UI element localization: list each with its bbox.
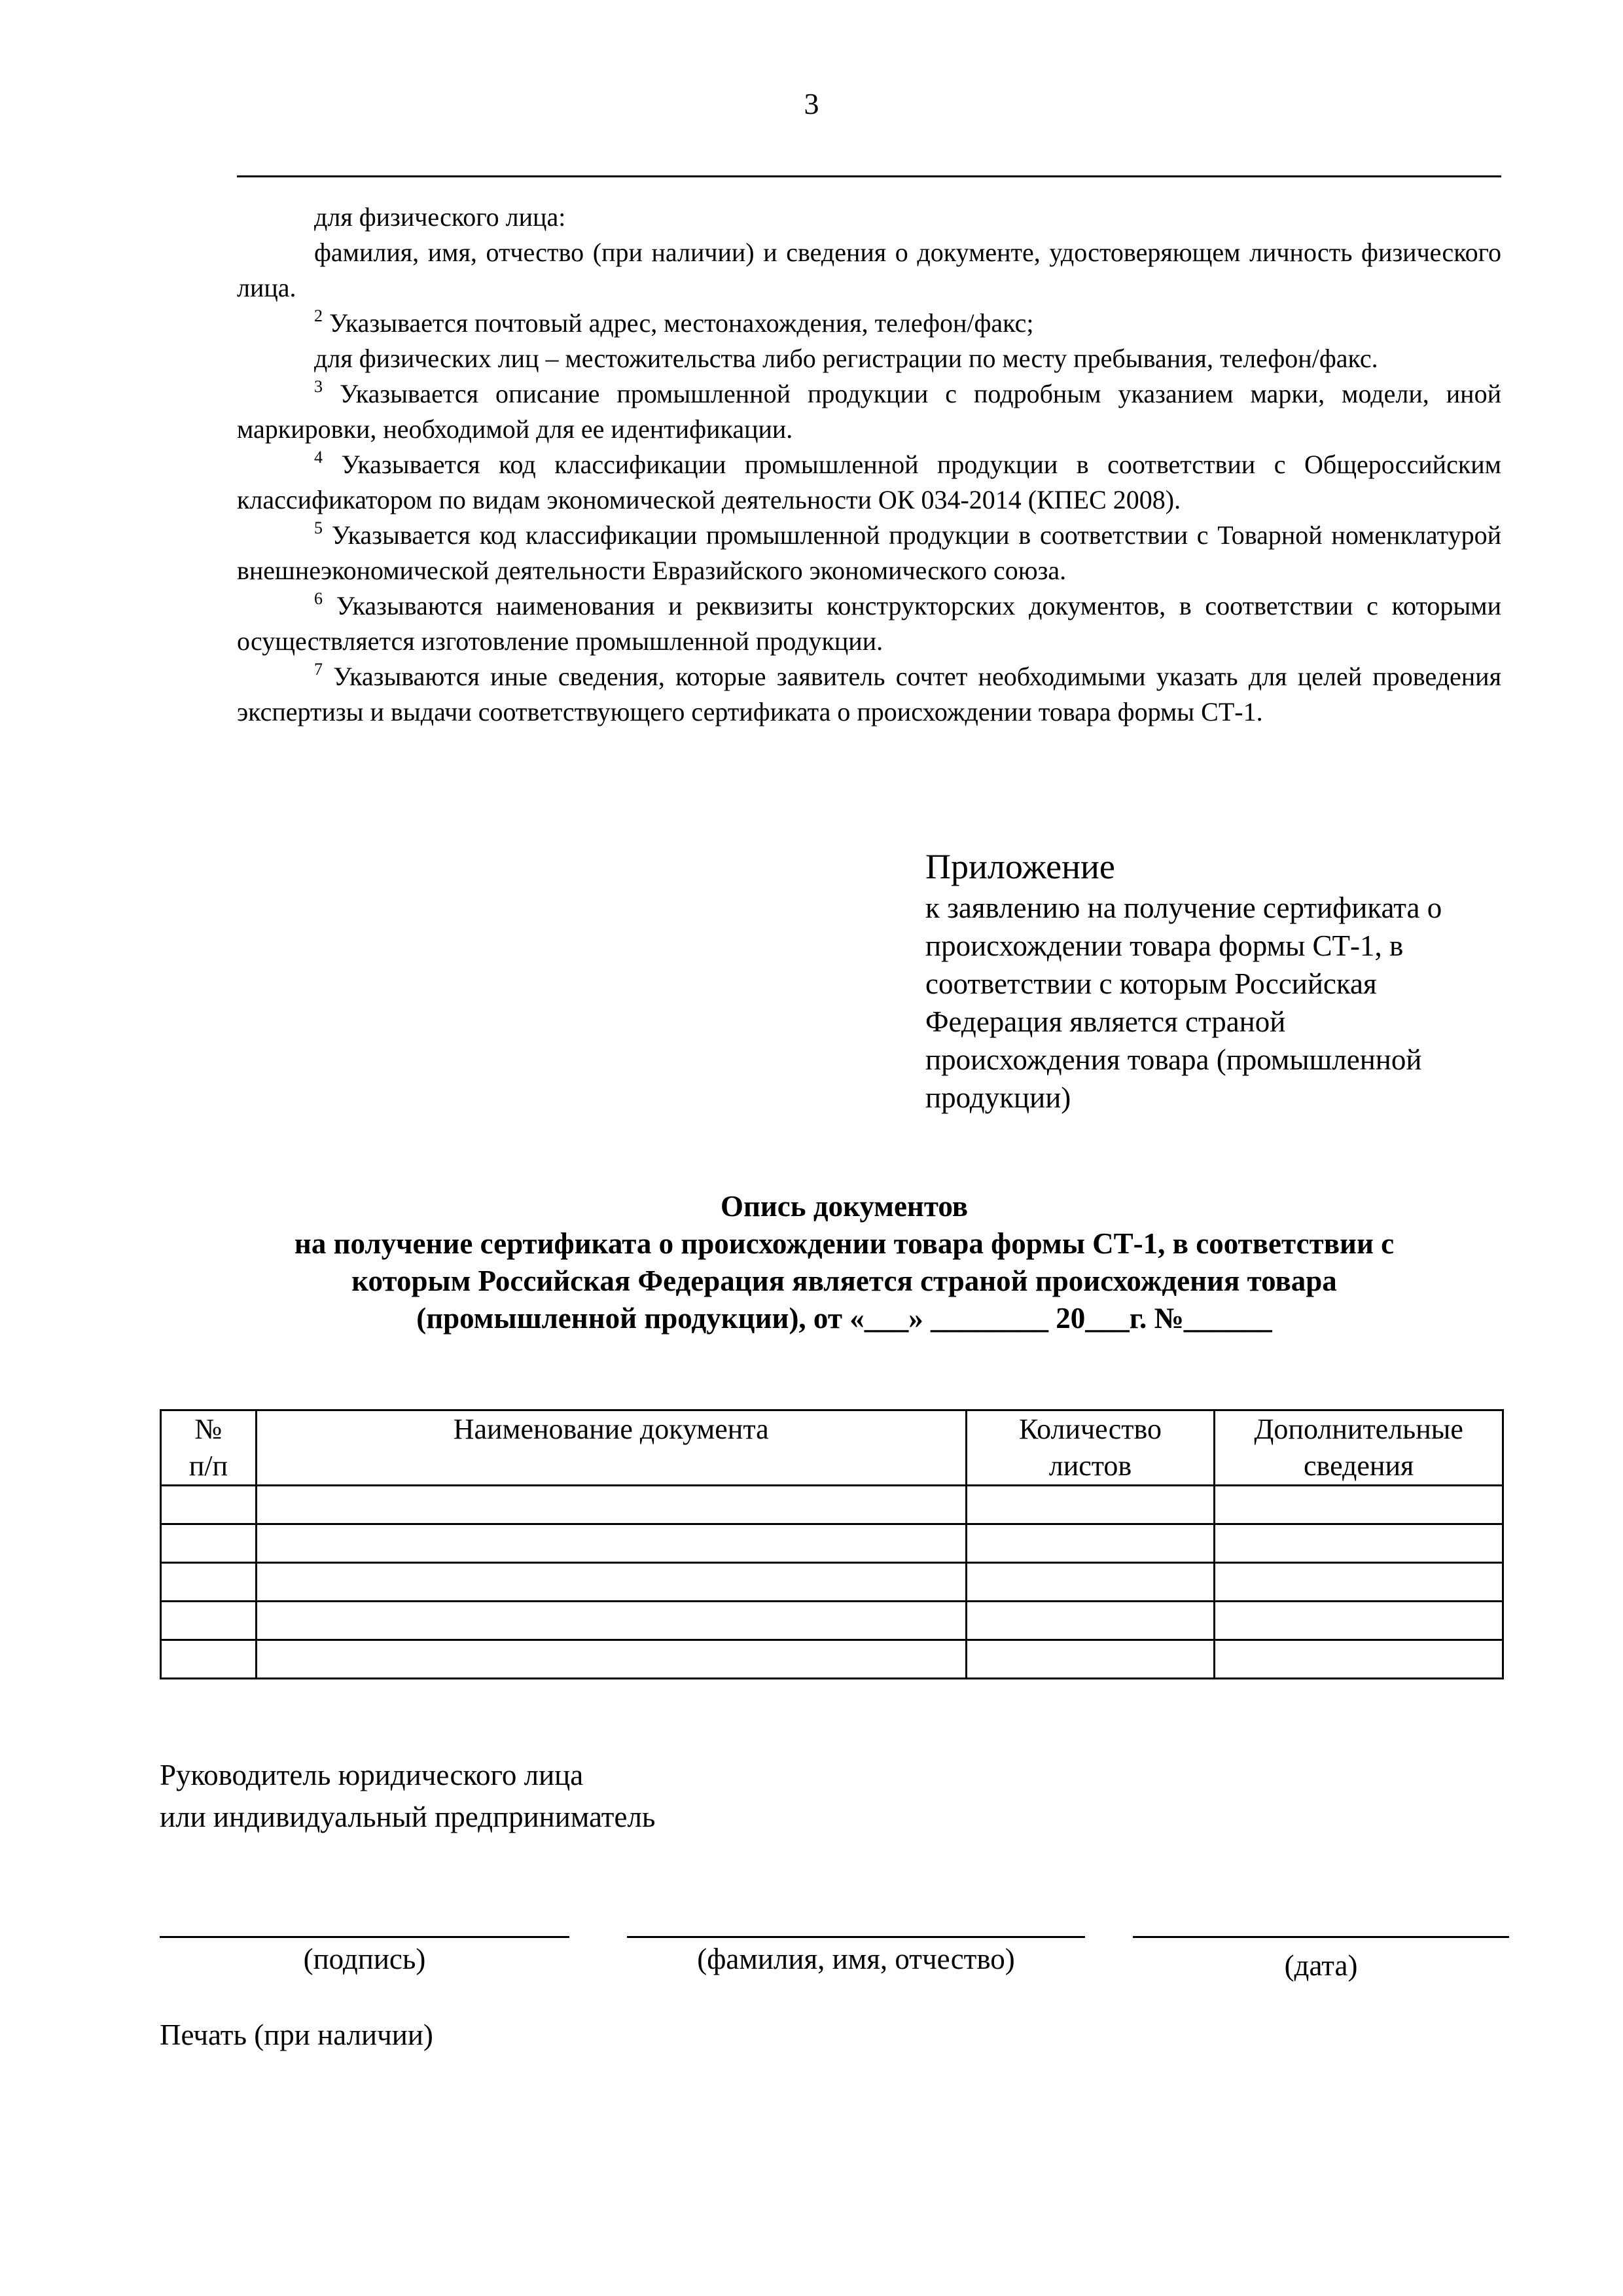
footnote bbox=[237, 306, 1501, 341]
footnote-body: фамилия, имя, отчество (при наличии) и сведения о документе, удостоверяющем личность физического лица. bbox=[237, 238, 1501, 302]
table-header-row bbox=[161, 1410, 1503, 1486]
header-sheet-count: Количество листов bbox=[966, 1410, 1215, 1486]
table-row bbox=[161, 1602, 1503, 1640]
document-title-line: (промышленной продукции), от «___» ________ 20___г. №______ bbox=[416, 1302, 1272, 1335]
table-row bbox=[161, 1524, 1503, 1563]
signature-line bbox=[160, 1936, 569, 1938]
table-cell bbox=[256, 1486, 966, 1524]
table-cell bbox=[1215, 1563, 1503, 1602]
page-number: 3 bbox=[804, 87, 819, 120]
table-cell bbox=[1215, 1524, 1503, 1563]
footnote bbox=[237, 447, 1501, 518]
signer-label: Руководитель юридического лица или индивидуальный предприниматель bbox=[160, 1759, 656, 1833]
table-cell bbox=[161, 1524, 257, 1563]
table-cell bbox=[966, 1602, 1215, 1640]
footnote-text bbox=[237, 235, 1501, 306]
footnote-marker: 2 bbox=[314, 306, 323, 325]
document-title-line: Опись документов bbox=[720, 1190, 969, 1223]
table-row bbox=[161, 1640, 1503, 1679]
appendix-block bbox=[925, 844, 1514, 1117]
table-cell bbox=[1215, 1602, 1503, 1640]
full-name-line bbox=[627, 1936, 1085, 1938]
table-cell bbox=[1215, 1640, 1503, 1679]
footnote-marker: 5 bbox=[314, 518, 323, 537]
footnote-body: для физического лица: bbox=[314, 202, 566, 232]
table-cell bbox=[966, 1563, 1215, 1602]
table-cell bbox=[256, 1602, 966, 1640]
date-line bbox=[1133, 1936, 1509, 1938]
table-cell bbox=[256, 1563, 966, 1602]
table-cell bbox=[161, 1486, 257, 1524]
documents-table bbox=[160, 1409, 1504, 1679]
document-title-line: которым Российская Федерация является страной происхождения товара bbox=[351, 1265, 1337, 1297]
footnote-text bbox=[237, 341, 1501, 376]
table-row bbox=[161, 1486, 1503, 1524]
full-name-caption: (фамилия, имя, отчество) bbox=[697, 1943, 1015, 1975]
footnote-body: Указываются наименования и реквизиты конструкторских документов, в соответствии с которыми осуществляется изготовление промышленной продукции. bbox=[237, 591, 1501, 656]
table-cell bbox=[966, 1486, 1215, 1524]
footnote-body: Указывается код классификации промышленной продукции в соответствии с Общероссийским классификатором по видам экономической деятельности ОК 034-2014 (КПЕС 2008). bbox=[237, 450, 1501, 514]
footnote-marker: 3 bbox=[314, 377, 323, 396]
footnote-body: Указываются иные сведения, которые заявитель сочтет необходимыми указать для целей проведения экспертизы и выдачи соответствующего сертификата о происхождении товара формы СТ-1. bbox=[237, 662, 1501, 726]
footnote-separator bbox=[237, 175, 1501, 177]
footnote-body: Указывается почтовый адрес, местонахождения, телефон/факс; bbox=[323, 308, 1034, 338]
table-cell bbox=[256, 1524, 966, 1563]
footnotes bbox=[237, 200, 1501, 730]
appendix-text: к заявлению на получение сертификата о происхождении товара формы СТ-1, в соответствии с которым Российская Федерация является страной происхождения товара (промышленной продукции) bbox=[925, 891, 1442, 1114]
appendix-title: Приложение bbox=[925, 847, 1115, 886]
footnote bbox=[237, 588, 1501, 659]
footnote-marker: 4 bbox=[314, 448, 323, 467]
date-caption: (дата) bbox=[1284, 1949, 1358, 1982]
stamp-note: Печать (при наличии) bbox=[160, 2018, 433, 2051]
table-cell bbox=[161, 1563, 257, 1602]
table-cell bbox=[966, 1640, 1215, 1679]
document-title bbox=[196, 1188, 1492, 1337]
footnote-body: Указывается код классификации промышленной продукции в соответствии с Товарной номенклатурой внешнеэкономической деятельности Евразийского экономического союза. bbox=[237, 520, 1501, 585]
footnote-body: Указывается описание промышленной продукции с подробным указанием марки, модели, иной маркировки, необходимой для ее идентификации. bbox=[237, 379, 1501, 444]
footnote bbox=[237, 376, 1501, 447]
header-number: № п/п bbox=[161, 1410, 257, 1486]
table-cell bbox=[161, 1640, 257, 1679]
document-title-line: на получение сертификата о происхождении товара формы СТ-1, в соответствии с bbox=[294, 1227, 1395, 1260]
header-additional-info: Дополнительные сведения bbox=[1215, 1410, 1503, 1486]
table-cell bbox=[1215, 1486, 1503, 1524]
footnote-marker: 6 bbox=[314, 589, 323, 608]
table-cell bbox=[161, 1602, 257, 1640]
header-document-name: Наименование документа bbox=[256, 1410, 966, 1486]
footnote bbox=[237, 659, 1501, 730]
footnote-body: для физических лиц – местожительства либо регистрации по месту пребывания, телефон/факс. bbox=[314, 344, 1378, 373]
table-row bbox=[161, 1563, 1503, 1602]
table-cell bbox=[256, 1640, 966, 1679]
signature-caption: (подпись) bbox=[303, 1943, 426, 1975]
table-cell bbox=[966, 1524, 1215, 1563]
footnote-marker: 7 bbox=[314, 660, 323, 679]
footnote-text bbox=[237, 200, 1501, 235]
footnote bbox=[237, 518, 1501, 588]
